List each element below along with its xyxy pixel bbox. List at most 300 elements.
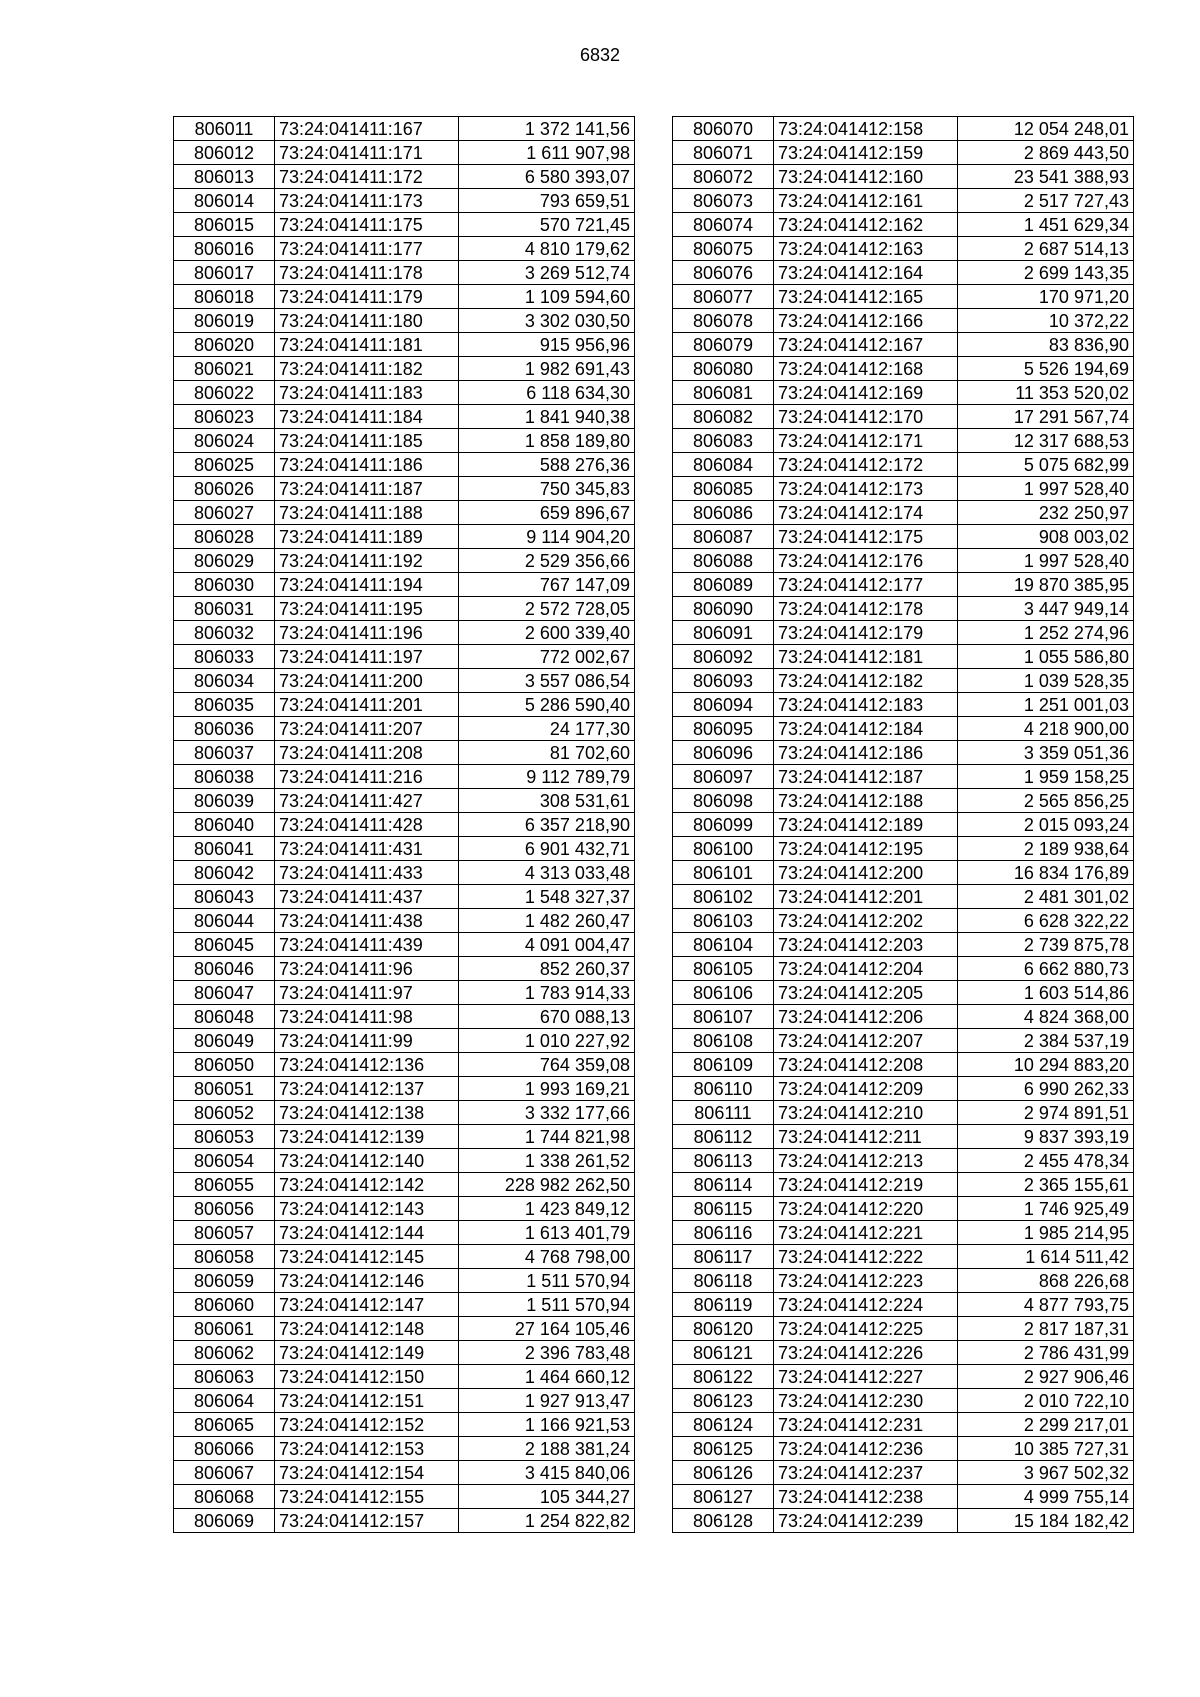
row-number-cell: 806072 [673, 165, 774, 189]
cadastral-number-cell: 73:24:041412:222 [774, 1245, 958, 1269]
row-number-cell: 806013 [174, 165, 275, 189]
cadastral-number-cell: 73:24:041412:171 [774, 429, 958, 453]
row-number-cell: 806117 [673, 1245, 774, 1269]
cadastral-number-cell: 73:24:041412:188 [774, 789, 958, 813]
table-row [174, 957, 635, 981]
row-number-cell: 806073 [673, 189, 774, 213]
table-row [174, 1149, 635, 1173]
table-row [673, 381, 1134, 405]
value-cell: 1 482 260,47 [459, 909, 635, 933]
cadastral-number-cell: 73:24:041412:238 [774, 1485, 958, 1509]
value-cell: 1 254 822,82 [459, 1509, 635, 1533]
value-cell: 3 332 177,66 [459, 1101, 635, 1125]
value-cell: 308 531,61 [459, 789, 635, 813]
cadastral-number-cell: 73:24:041411:192 [275, 549, 459, 573]
value-cell: 24 177,30 [459, 717, 635, 741]
table-row [673, 1485, 1134, 1509]
cadastral-number-cell: 73:24:041412:137 [275, 1077, 459, 1101]
table-row [673, 717, 1134, 741]
table-row [174, 357, 635, 381]
row-number-cell: 806060 [174, 1293, 275, 1317]
row-number-cell: 806107 [673, 1005, 774, 1029]
value-cell: 2 687 514,13 [958, 237, 1134, 261]
table-row [174, 813, 635, 837]
value-cell: 4 824 368,00 [958, 1005, 1134, 1029]
value-cell: 3 269 512,74 [459, 261, 635, 285]
row-number-cell: 806127 [673, 1485, 774, 1509]
cadastral-number-cell: 73:24:041412:159 [774, 141, 958, 165]
cadastral-number-cell: 73:24:041411:179 [275, 285, 459, 309]
row-number-cell: 806011 [174, 117, 275, 141]
row-number-cell: 806094 [673, 693, 774, 717]
value-cell: 23 541 388,93 [958, 165, 1134, 189]
value-cell: 1 109 594,60 [459, 285, 635, 309]
value-cell: 9 837 393,19 [958, 1125, 1134, 1149]
value-cell: 6 357 218,90 [459, 813, 635, 837]
row-number-cell: 806100 [673, 837, 774, 861]
table-row [673, 789, 1134, 813]
cadastral-number-cell: 73:24:041411:178 [275, 261, 459, 285]
row-number-cell: 806126 [673, 1461, 774, 1485]
cadastral-number-cell: 73:24:041412:209 [774, 1077, 958, 1101]
value-cell: 2 927 906,46 [958, 1365, 1134, 1389]
cadastral-number-cell: 73:24:041412:167 [774, 333, 958, 357]
value-cell: 232 250,97 [958, 501, 1134, 525]
value-cell: 2 455 478,34 [958, 1149, 1134, 1173]
cadastral-number-cell: 73:24:041412:140 [275, 1149, 459, 1173]
row-number-cell: 806093 [673, 669, 774, 693]
table-row [673, 597, 1134, 621]
row-number-cell: 806049 [174, 1029, 275, 1053]
row-number-cell: 806097 [673, 765, 774, 789]
cadastral-number-cell: 73:24:041411:208 [275, 741, 459, 765]
cadastral-number-cell: 73:24:041412:145 [275, 1245, 459, 1269]
value-cell: 9 114 904,20 [459, 525, 635, 549]
row-number-cell: 806077 [673, 285, 774, 309]
table-row [673, 1197, 1134, 1221]
row-number-cell: 806063 [174, 1365, 275, 1389]
value-cell: 570 721,45 [459, 213, 635, 237]
cadastral-number-cell: 73:24:041411:181 [275, 333, 459, 357]
table-row [673, 1125, 1134, 1149]
table-row [174, 597, 635, 621]
row-number-cell: 806041 [174, 837, 275, 861]
table-row [174, 453, 635, 477]
row-number-cell: 806120 [673, 1317, 774, 1341]
cadastral-number-cell: 73:24:041412:177 [774, 573, 958, 597]
value-cell: 12 317 688,53 [958, 429, 1134, 453]
row-number-cell: 806040 [174, 813, 275, 837]
value-cell: 6 901 432,71 [459, 837, 635, 861]
page-number: 6832 [579, 45, 621, 65]
row-number-cell: 806052 [174, 1101, 275, 1125]
cadastral-number-cell: 73:24:041412:146 [275, 1269, 459, 1293]
value-cell: 6 580 393,07 [459, 165, 635, 189]
value-cell: 2 365 155,61 [958, 1173, 1134, 1197]
table-row [174, 285, 635, 309]
value-cell: 2 517 727,43 [958, 189, 1134, 213]
value-cell: 5 075 682,99 [958, 453, 1134, 477]
cadastral-number-cell: 73:24:041412:211 [774, 1125, 958, 1149]
table-row [174, 933, 635, 957]
table-row [673, 309, 1134, 333]
row-number-cell: 806115 [673, 1197, 774, 1221]
table-row [673, 1005, 1134, 1029]
row-number-cell: 806012 [174, 141, 275, 165]
cadastral-number-cell: 73:24:041412:168 [774, 357, 958, 381]
row-number-cell: 806039 [174, 789, 275, 813]
table-row [174, 573, 635, 597]
row-number-cell: 806087 [673, 525, 774, 549]
cadastral-number-cell: 73:24:041412:227 [774, 1365, 958, 1389]
row-number-cell: 806075 [673, 237, 774, 261]
table-row [174, 549, 635, 573]
cadastral-number-cell: 73:24:041411:184 [275, 405, 459, 429]
table-row [174, 525, 635, 549]
table-row [673, 453, 1134, 477]
cadastral-number-cell: 73:24:041411:97 [275, 981, 459, 1005]
cadastral-number-cell: 73:24:041411:189 [275, 525, 459, 549]
table-row [174, 765, 635, 789]
cadastral-number-cell: 73:24:041412:147 [275, 1293, 459, 1317]
value-cell: 764 359,08 [459, 1053, 635, 1077]
value-cell: 1 055 586,80 [958, 645, 1134, 669]
row-number-cell: 806033 [174, 645, 275, 669]
table-row [174, 1461, 635, 1485]
table-row [174, 1077, 635, 1101]
value-cell: 670 088,13 [459, 1005, 635, 1029]
value-cell: 1 841 940,38 [459, 405, 635, 429]
cadastral-number-cell: 73:24:041412:219 [774, 1173, 958, 1197]
row-number-cell: 806042 [174, 861, 275, 885]
cadastral-number-cell: 73:24:041412:224 [774, 1293, 958, 1317]
value-cell: 2 188 381,24 [459, 1437, 635, 1461]
cadastral-number-cell: 73:24:041411:427 [275, 789, 459, 813]
value-cell: 6 628 322,22 [958, 909, 1134, 933]
row-number-cell: 806059 [174, 1269, 275, 1293]
value-cell: 1 166 921,53 [459, 1413, 635, 1437]
table-row [174, 1245, 635, 1269]
table-row [673, 237, 1134, 261]
row-number-cell: 806113 [673, 1149, 774, 1173]
table-row [673, 1437, 1134, 1461]
value-cell: 27 164 105,46 [459, 1317, 635, 1341]
row-number-cell: 806032 [174, 621, 275, 645]
table-row [174, 1365, 635, 1389]
value-cell: 1 611 907,98 [459, 141, 635, 165]
row-number-cell: 806070 [673, 117, 774, 141]
cadastral-number-cell: 73:24:041411:185 [275, 429, 459, 453]
cadastral-number-cell: 73:24:041412:165 [774, 285, 958, 309]
cadastral-number-cell: 73:24:041412:164 [774, 261, 958, 285]
table-row [673, 117, 1134, 141]
row-number-cell: 806116 [673, 1221, 774, 1245]
cadastral-number-cell: 73:24:041412:152 [275, 1413, 459, 1437]
cadastral-number-cell: 73:24:041412:182 [774, 669, 958, 693]
table-row [673, 1461, 1134, 1485]
cadastral-number-cell: 73:24:041412:153 [275, 1437, 459, 1461]
cadastral-number-cell: 73:24:041411:207 [275, 717, 459, 741]
table-row [174, 477, 635, 501]
row-number-cell: 806074 [673, 213, 774, 237]
value-cell: 4 218 900,00 [958, 717, 1134, 741]
table-row [174, 141, 635, 165]
value-cell: 1 039 528,35 [958, 669, 1134, 693]
value-cell: 1 511 570,94 [459, 1269, 635, 1293]
table-row [174, 1197, 635, 1221]
value-cell: 772 002,67 [459, 645, 635, 669]
value-cell: 1 603 514,86 [958, 981, 1134, 1005]
table-row [673, 765, 1134, 789]
table-row [174, 429, 635, 453]
table-row [174, 165, 635, 189]
value-cell: 5 286 590,40 [459, 693, 635, 717]
value-cell: 852 260,37 [459, 957, 635, 981]
value-cell: 2 396 783,48 [459, 1341, 635, 1365]
row-number-cell: 806062 [174, 1341, 275, 1365]
cadastral-number-cell: 73:24:041412:237 [774, 1461, 958, 1485]
cadastral-number-cell: 73:24:041412:143 [275, 1197, 459, 1221]
row-number-cell: 806083 [673, 429, 774, 453]
cadastral-number-cell: 73:24:041412:173 [774, 477, 958, 501]
value-cell: 4 877 793,75 [958, 1293, 1134, 1317]
row-number-cell: 806047 [174, 981, 275, 1005]
row-number-cell: 806027 [174, 501, 275, 525]
table-row [174, 1173, 635, 1197]
table-row [673, 213, 1134, 237]
table-row [673, 1269, 1134, 1293]
row-number-cell: 806035 [174, 693, 275, 717]
value-cell: 793 659,51 [459, 189, 635, 213]
table-row [673, 1317, 1134, 1341]
cadastral-number-cell: 73:24:041412:148 [275, 1317, 459, 1341]
cadastral-number-cell: 73:24:041411:182 [275, 357, 459, 381]
table-row [174, 885, 635, 909]
cadastral-number-cell: 73:24:041412:184 [774, 717, 958, 741]
row-number-cell: 806090 [673, 597, 774, 621]
table-row [673, 333, 1134, 357]
cadastral-number-cell: 73:24:041412:206 [774, 1005, 958, 1029]
row-number-cell: 806085 [673, 477, 774, 501]
table-row [673, 165, 1134, 189]
table-row [174, 381, 635, 405]
registry-table-left [173, 116, 635, 1533]
cadastral-number-cell: 73:24:041412:175 [774, 525, 958, 549]
cadastral-number-cell: 73:24:041412:150 [275, 1365, 459, 1389]
value-cell: 1 451 629,34 [958, 213, 1134, 237]
value-cell: 10 385 727,31 [958, 1437, 1134, 1461]
row-number-cell: 806071 [673, 141, 774, 165]
table-row [673, 957, 1134, 981]
table-row [174, 1221, 635, 1245]
table-row [673, 477, 1134, 501]
value-cell: 1 548 327,37 [459, 885, 635, 909]
table-row [174, 237, 635, 261]
cadastral-number-cell: 73:24:041411:200 [275, 669, 459, 693]
table-row [174, 405, 635, 429]
row-number-cell: 806026 [174, 477, 275, 501]
cadastral-number-cell: 73:24:041412:138 [275, 1101, 459, 1125]
table-row [673, 429, 1134, 453]
table-row [673, 741, 1134, 765]
cadastral-number-cell: 73:24:041412:149 [275, 1341, 459, 1365]
row-number-cell: 806112 [673, 1125, 774, 1149]
cadastral-number-cell: 73:24:041411:194 [275, 573, 459, 597]
value-cell: 6 662 880,73 [958, 957, 1134, 981]
value-cell: 6 990 262,33 [958, 1077, 1134, 1101]
cadastral-number-cell: 73:24:041412:181 [774, 645, 958, 669]
cadastral-number-cell: 73:24:041412:213 [774, 1149, 958, 1173]
cadastral-number-cell: 73:24:041412:230 [774, 1389, 958, 1413]
value-cell: 2 869 443,50 [958, 141, 1134, 165]
row-number-cell: 806076 [673, 261, 774, 285]
row-number-cell: 806050 [174, 1053, 275, 1077]
value-cell: 588 276,36 [459, 453, 635, 477]
cadastral-number-cell: 73:24:041411:187 [275, 477, 459, 501]
table-row [673, 357, 1134, 381]
cadastral-number-cell: 73:24:041412:170 [774, 405, 958, 429]
cadastral-number-cell: 73:24:041412:169 [774, 381, 958, 405]
row-number-cell: 806069 [174, 1509, 275, 1533]
table-row [174, 1437, 635, 1461]
cadastral-number-cell: 73:24:041412:163 [774, 237, 958, 261]
value-cell: 1 511 570,94 [459, 1293, 635, 1317]
table-row [174, 1293, 635, 1317]
table-row [673, 933, 1134, 957]
row-number-cell: 806125 [673, 1437, 774, 1461]
row-number-cell: 806123 [673, 1389, 774, 1413]
cadastral-number-cell: 73:24:041412:226 [774, 1341, 958, 1365]
table-row [673, 837, 1134, 861]
table-row [673, 1053, 1134, 1077]
row-number-cell: 806014 [174, 189, 275, 213]
table-row [673, 1365, 1134, 1389]
row-number-cell: 806105 [673, 957, 774, 981]
table-row [174, 621, 635, 645]
value-cell: 4 313 033,48 [459, 861, 635, 885]
row-number-cell: 806053 [174, 1125, 275, 1149]
row-number-cell: 806031 [174, 597, 275, 621]
value-cell: 659 896,67 [459, 501, 635, 525]
cadastral-number-cell: 73:24:041412:208 [774, 1053, 958, 1077]
value-cell: 915 956,96 [459, 333, 635, 357]
cadastral-number-cell: 73:24:041411:98 [275, 1005, 459, 1029]
table-row [174, 309, 635, 333]
row-number-cell: 806096 [673, 741, 774, 765]
row-number-cell: 806089 [673, 573, 774, 597]
cadastral-number-cell: 73:24:041411:439 [275, 933, 459, 957]
row-number-cell: 806054 [174, 1149, 275, 1173]
value-cell: 1 614 511,42 [958, 1245, 1134, 1269]
cadastral-number-cell: 73:24:041412:161 [774, 189, 958, 213]
cadastral-number-cell: 73:24:041411:195 [275, 597, 459, 621]
cadastral-number-cell: 73:24:041412:183 [774, 693, 958, 717]
row-number-cell: 806065 [174, 1413, 275, 1437]
row-number-cell: 806045 [174, 933, 275, 957]
row-number-cell: 806088 [673, 549, 774, 573]
value-cell: 10 372,22 [958, 309, 1134, 333]
table-row [174, 1485, 635, 1509]
row-number-cell: 806067 [174, 1461, 275, 1485]
table-row [174, 909, 635, 933]
cadastral-number-cell: 73:24:041412:142 [275, 1173, 459, 1197]
table-row [174, 1125, 635, 1149]
cadastral-number-cell: 73:24:041411:437 [275, 885, 459, 909]
cadastral-number-cell: 73:24:041411:433 [275, 861, 459, 885]
cadastral-number-cell: 73:24:041411:196 [275, 621, 459, 645]
value-cell: 2 299 217,01 [958, 1413, 1134, 1437]
value-cell: 16 834 176,89 [958, 861, 1134, 885]
cadastral-number-cell: 73:24:041412:200 [774, 861, 958, 885]
row-number-cell: 806064 [174, 1389, 275, 1413]
row-number-cell: 806109 [673, 1053, 774, 1077]
row-number-cell: 806108 [673, 1029, 774, 1053]
row-number-cell: 806036 [174, 717, 275, 741]
value-cell: 3 302 030,50 [459, 309, 635, 333]
table-row [673, 141, 1134, 165]
value-cell: 2 010 722,10 [958, 1389, 1134, 1413]
value-cell: 9 112 789,79 [459, 765, 635, 789]
table-row [174, 1053, 635, 1077]
value-cell: 2 565 856,25 [958, 789, 1134, 813]
table-row [174, 213, 635, 237]
row-number-cell: 806092 [673, 645, 774, 669]
value-cell: 2 529 356,66 [459, 549, 635, 573]
value-cell: 1 423 849,12 [459, 1197, 635, 1221]
value-cell: 1 997 528,40 [958, 549, 1134, 573]
value-cell: 1 997 528,40 [958, 477, 1134, 501]
cadastral-number-cell: 73:24:041412:187 [774, 765, 958, 789]
value-cell: 1 744 821,98 [459, 1125, 635, 1149]
row-number-cell: 806091 [673, 621, 774, 645]
value-cell: 3 447 949,14 [958, 597, 1134, 621]
table-row [673, 981, 1134, 1005]
table-row [174, 1317, 635, 1341]
table-row [673, 1389, 1134, 1413]
cadastral-number-cell: 73:24:041411:183 [275, 381, 459, 405]
row-number-cell: 806121 [673, 1341, 774, 1365]
table-row [174, 1389, 635, 1413]
table-row [174, 1413, 635, 1437]
row-number-cell: 806017 [174, 261, 275, 285]
row-number-cell: 806034 [174, 669, 275, 693]
cadastral-number-cell: 73:24:041411:431 [275, 837, 459, 861]
cadastral-number-cell: 73:24:041412:223 [774, 1269, 958, 1293]
cadastral-number-cell: 73:24:041411:171 [275, 141, 459, 165]
cadastral-number-cell: 73:24:041411:99 [275, 1029, 459, 1053]
value-cell: 1 927 913,47 [459, 1389, 635, 1413]
value-cell: 2 189 938,64 [958, 837, 1134, 861]
row-number-cell: 806110 [673, 1077, 774, 1101]
value-cell: 1 372 141,56 [459, 117, 635, 141]
value-cell: 2 786 431,99 [958, 1341, 1134, 1365]
value-cell: 2 817 187,31 [958, 1317, 1134, 1341]
table-row [174, 669, 635, 693]
cadastral-number-cell: 73:24:041412:176 [774, 549, 958, 573]
value-cell: 3 967 502,32 [958, 1461, 1134, 1485]
cadastral-number-cell: 73:24:041412:231 [774, 1413, 958, 1437]
cadastral-number-cell: 73:24:041411:175 [275, 213, 459, 237]
value-cell: 11 353 520,02 [958, 381, 1134, 405]
cadastral-number-cell: 73:24:041412:203 [774, 933, 958, 957]
cadastral-number-cell: 73:24:041412:201 [774, 885, 958, 909]
value-cell: 1 858 189,80 [459, 429, 635, 453]
row-number-cell: 806095 [673, 717, 774, 741]
table-row [673, 861, 1134, 885]
table-row [673, 621, 1134, 645]
row-number-cell: 806068 [174, 1485, 275, 1509]
table-row [673, 1413, 1134, 1437]
